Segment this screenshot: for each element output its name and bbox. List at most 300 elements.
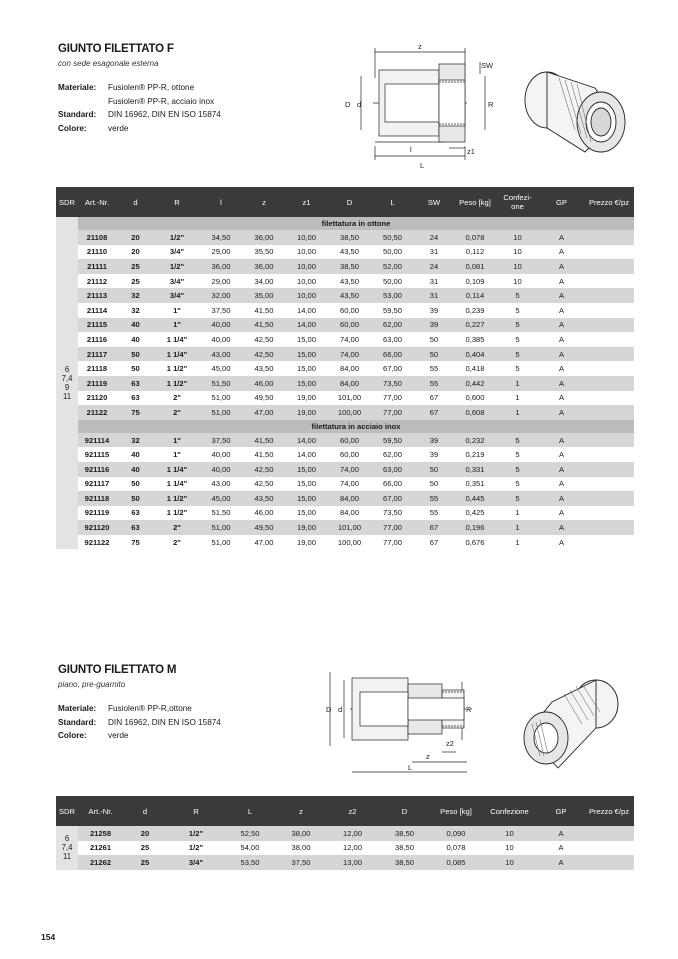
table1-cell: 5 (496, 318, 539, 333)
table1-cell: 0,418 (454, 361, 496, 376)
table1-cell: 21115 (78, 318, 116, 333)
table1-cell: 40,00 (199, 462, 243, 477)
table1-cell: 0,109 (454, 274, 496, 289)
dim-d-label-m: d (338, 705, 343, 714)
table1-row (56, 433, 634, 448)
table1-cell: 60,00 (328, 303, 371, 318)
table1-cell: 43,50 (328, 288, 371, 303)
table1-cell: 21120 (78, 391, 116, 406)
table1-cell: A (539, 318, 584, 333)
table1-cell: 32 (116, 288, 155, 303)
table1-cell: 10,00 (285, 288, 328, 303)
table2-cell: 38,50 (378, 841, 431, 856)
table2-column-header: GP (538, 796, 584, 826)
table1-cell: 3/4" (155, 245, 199, 260)
table1-cell: 43,50 (243, 491, 285, 506)
table2-column-header: Peso [kg] (431, 796, 481, 826)
section1-product-image (515, 60, 635, 170)
table1-cell: 46,00 (243, 376, 285, 391)
table1-cell: 36,00 (199, 259, 243, 274)
table2-cell: 52,50 (225, 826, 275, 841)
section2-product-image (512, 672, 632, 782)
table1-cell: 0,600 (454, 391, 496, 406)
table1-cell: 40,00 (199, 332, 243, 347)
dim-z-label-m: z (426, 752, 430, 761)
table1-cell (584, 433, 634, 448)
table1-cell: 50 (414, 462, 454, 477)
table1-cell: 63 (116, 520, 155, 535)
section1-spec-label: Colore: (58, 123, 87, 133)
table1-cell: 39 (414, 447, 454, 462)
table1-cell: A (539, 433, 584, 448)
table1-cell: 10,00 (285, 245, 328, 260)
table1-cell: 45,00 (199, 491, 243, 506)
table1-cell: 0,445 (454, 491, 496, 506)
table1-row (56, 391, 634, 406)
table1-cell: 63 (116, 391, 155, 406)
table1-cell: 45,00 (199, 361, 243, 376)
section2-table (56, 796, 634, 870)
table1-cell (584, 376, 634, 391)
table1-cell: A (539, 462, 584, 477)
table1-cell: 35,50 (243, 245, 285, 260)
table1-cell: 15,00 (285, 462, 328, 477)
table1-cell: 73,50 (371, 506, 414, 521)
table2-column-header: d (123, 796, 167, 826)
table1-cell: 3/4" (155, 274, 199, 289)
table1-cell: 921119 (78, 506, 116, 521)
table1-cell: 0,239 (454, 303, 496, 318)
table2-cell: 20 (123, 826, 167, 841)
table1-cell: 1 (496, 506, 539, 521)
table1-cell: 50 (116, 477, 155, 492)
section2-specs (58, 702, 221, 743)
table1-cell (584, 245, 634, 260)
table1-cell: 921114 (78, 433, 116, 448)
table1-cell: 67 (414, 405, 454, 420)
table1-cell (584, 318, 634, 333)
table1-cell: 921117 (78, 477, 116, 492)
table1-column-header: d (116, 187, 155, 217)
table1-cell: 1" (155, 433, 199, 448)
table1-cell: 53,00 (371, 288, 414, 303)
table2-cell: 37,50 (275, 855, 327, 870)
table1-cell: A (539, 405, 584, 420)
table1-row (56, 288, 634, 303)
table1-cell: A (539, 230, 584, 245)
table1-cell: 5 (496, 491, 539, 506)
section1-spec-value: DIN 16962, DIN EN ISO 15874 (108, 110, 221, 120)
table1-cell: 84,00 (328, 491, 371, 506)
table1-cell: 84,00 (328, 506, 371, 521)
table1-cell (584, 462, 634, 477)
table2-column-header: z (275, 796, 327, 826)
table1-cell: 0,227 (454, 318, 496, 333)
table1-cell: 50 (414, 347, 454, 362)
table1-cell: 50,00 (371, 274, 414, 289)
section2-spec-value: verde (108, 731, 129, 741)
table1-cell: 38,50 (328, 259, 371, 274)
table1-cell: 60,00 (328, 447, 371, 462)
table1-cell: 77,00 (371, 391, 414, 406)
table1-cell: 14,00 (285, 447, 328, 462)
table1-cell: 50,50 (371, 230, 414, 245)
table1-cell: 63,00 (371, 332, 414, 347)
table1-column-header: z (243, 187, 285, 217)
table1-cell (584, 477, 634, 492)
table1-cell: 50 (116, 361, 155, 376)
section2-spec-value: DIN 16962, DIN EN ISO 15874 (108, 717, 221, 727)
section1-title: GIUNTO FILETTATO F (58, 43, 174, 55)
table1-cell (584, 332, 634, 347)
table1-cell: 39 (414, 318, 454, 333)
table1-cell: 84,00 (328, 361, 371, 376)
table1-cell: 36,00 (243, 259, 285, 274)
table1-cell: 31 (414, 288, 454, 303)
table2-cell: A (538, 841, 584, 856)
table1-cell: 63 (116, 376, 155, 391)
table1-cell: 42,50 (243, 462, 285, 477)
table1-cell: 19,00 (285, 535, 328, 550)
table1-cell: 20 (116, 230, 155, 245)
table1-cell: 21117 (78, 347, 116, 362)
table1-cell: 36,00 (243, 230, 285, 245)
table2-column-header: Art.-Nr. (78, 796, 123, 826)
table1-cell: A (539, 361, 584, 376)
table2-cell: 1/2" (167, 841, 225, 856)
table1-cell: 921115 (78, 447, 116, 462)
table1-cell: 14,00 (285, 303, 328, 318)
section1-spec-row (58, 108, 221, 122)
table2-cell: 54,00 (225, 841, 275, 856)
table2-cell: 0,090 (431, 826, 481, 841)
table1-row (56, 535, 634, 550)
table1-cell: 1 (496, 391, 539, 406)
table1-cell: 77,00 (371, 520, 414, 535)
table1-column-header: R (155, 187, 199, 217)
table1-cell: 49,50 (243, 520, 285, 535)
table1-cell: A (539, 288, 584, 303)
table1-cell: 51,00 (199, 391, 243, 406)
table1-row (56, 230, 634, 245)
table1-cell: 0,425 (454, 506, 496, 521)
section1-spec-label (58, 95, 108, 109)
table1-cell: 51,00 (199, 405, 243, 420)
table2-cell: 12,00 (327, 841, 378, 856)
table1-cell: 77,00 (371, 405, 414, 420)
table1-cell: 14,00 (285, 318, 328, 333)
dim-R-label-m: R (466, 705, 472, 714)
table1-cell: 100,00 (328, 535, 371, 550)
table1-cell: 10 (496, 230, 539, 245)
table1-row (56, 462, 634, 477)
table1-cell: 1 1/2" (155, 361, 199, 376)
table1-row (56, 332, 634, 347)
dim-sw-label: SW (481, 61, 494, 70)
table1-cell: 0,196 (454, 520, 496, 535)
table1-cell: 1 (496, 520, 539, 535)
section1-table (56, 187, 634, 549)
table2-cell (584, 826, 634, 841)
table1-cell: A (539, 391, 584, 406)
table2-cell: 21258 (78, 826, 123, 841)
table1-cell: 1 1/4" (155, 332, 199, 347)
table1-column-header: Peso [kg] (454, 187, 496, 217)
table1-cell (584, 274, 634, 289)
table1-cell: 31 (414, 274, 454, 289)
table1-cell: 42,50 (243, 347, 285, 362)
table2-column-header: Prezzo €/pz (584, 796, 634, 826)
table1-cell: 74,00 (328, 462, 371, 477)
table2-cell: A (538, 826, 584, 841)
section2-spec-value: Fusiolen® PP-R,ottone (108, 704, 192, 713)
table1-cell: 1 1/2" (155, 376, 199, 391)
table1-cell: 41,50 (243, 303, 285, 318)
table1-cell: 20 (116, 245, 155, 260)
table1-sdr-cell: 6 7,4 9 11 (56, 217, 78, 549)
section1-spec-label: Materiale: (58, 83, 97, 92)
section2-spec-row (58, 702, 221, 716)
table1-cell: 32,00 (199, 288, 243, 303)
table1-cell: A (539, 259, 584, 274)
table1-cell: 75 (116, 535, 155, 550)
table1-cell: 73,50 (371, 376, 414, 391)
table1-cell: 2" (155, 535, 199, 550)
table1-row (56, 274, 634, 289)
table1-row (56, 318, 634, 333)
table1-cell: 41,50 (243, 447, 285, 462)
table1-cell: 0,385 (454, 332, 496, 347)
table1-cell: 43,50 (328, 274, 371, 289)
table2-cell: 0,085 (431, 855, 481, 870)
section2-spec-label: Materiale: (58, 704, 97, 713)
table1-cell: 84,00 (328, 376, 371, 391)
table1-cell: 101,00 (328, 520, 371, 535)
table1-cell: A (539, 376, 584, 391)
table1-cell: 1/2" (155, 259, 199, 274)
table1-cell: 67 (414, 520, 454, 535)
table1-row (56, 477, 634, 492)
dim-z-label: z (418, 42, 422, 51)
table1-row (56, 361, 634, 376)
section1-spec-value: verde (108, 123, 129, 133)
table1-cell: 77,00 (371, 535, 414, 550)
table1-cell: 21111 (78, 259, 116, 274)
table1-cell: 2" (155, 391, 199, 406)
table1-cell: 41,50 (243, 318, 285, 333)
table1-cell: 47,00 (243, 535, 285, 550)
table1-cell: 43,00 (199, 477, 243, 492)
table1-cell: 921118 (78, 491, 116, 506)
table1-cell: 24 (414, 259, 454, 274)
table1-cell: 40 (116, 447, 155, 462)
section1-spec-value: Fusiolen® PP-R, ottone (108, 83, 195, 92)
table1-cell (584, 303, 634, 318)
table1-cell: 5 (496, 288, 539, 303)
table1-cell: 2" (155, 520, 199, 535)
section2-spec-label: Standard: (58, 717, 97, 727)
table2-cell: 12,00 (327, 826, 378, 841)
page-number: 154 (41, 932, 56, 942)
table1-cell: 60,00 (328, 433, 371, 448)
table1-cell: 59,50 (371, 433, 414, 448)
table1-cell: 3/4" (155, 288, 199, 303)
table2-column-header: SDR (56, 796, 78, 826)
table1-cell: 24 (414, 230, 454, 245)
table2-column-header: Confezione (481, 796, 538, 826)
table1-cell: 37,50 (199, 433, 243, 448)
table2-column-header: D (378, 796, 431, 826)
table2-cell: 38,00 (275, 826, 327, 841)
table2-cell: 38,00 (275, 841, 327, 856)
table2-sdr-cell: 6 7,4 11 (56, 826, 78, 870)
table1-cell: 47,00 (243, 405, 285, 420)
table2-row (56, 855, 634, 870)
table1-cell: 15,00 (285, 506, 328, 521)
table1-cell: A (539, 506, 584, 521)
dim-d-label: d (357, 100, 362, 109)
table1-cell: A (539, 303, 584, 318)
table1-cell: A (539, 477, 584, 492)
table1-cell: 67 (414, 391, 454, 406)
table1-cell: A (539, 447, 584, 462)
table1-cell: 50 (414, 477, 454, 492)
dim-z2-label-m: z2 (446, 739, 454, 748)
table1-cell: 15,00 (285, 332, 328, 347)
table1-cell: 66,00 (371, 477, 414, 492)
table1-cell: 5 (496, 462, 539, 477)
table1-cell (584, 347, 634, 362)
table2-cell: 0,078 (431, 841, 481, 856)
table1-cell (584, 391, 634, 406)
section2-subtitle: piano, pre-guarnito (58, 680, 126, 689)
table1-cell: 66,00 (371, 347, 414, 362)
table1-cell: 1 (496, 376, 539, 391)
section1-spec-row (58, 81, 221, 95)
table2-cell: 10 (481, 841, 538, 856)
table1-cell: 29,00 (199, 274, 243, 289)
section1-spec-value: Fusiolen® PP-R, acciaio inox (108, 96, 215, 106)
table2-cell: A (538, 855, 584, 870)
table1-cell: 25 (116, 259, 155, 274)
table1-cell: A (539, 535, 584, 550)
table1-cell: 10 (496, 259, 539, 274)
table1-cell: 921116 (78, 462, 116, 477)
table1-cell: 21122 (78, 405, 116, 420)
table2-row (56, 841, 634, 856)
table1-cell: 5 (496, 447, 539, 462)
table1-cell: 10,00 (285, 274, 328, 289)
section1-technical-drawing (335, 38, 505, 178)
section1-subtitle: con sede esagonale esterna (58, 59, 159, 68)
table1-cell: 921122 (78, 535, 116, 550)
section2-spec-row (58, 729, 221, 743)
section2-technical-drawing (322, 666, 482, 781)
table1-cell: 1" (155, 303, 199, 318)
table1-cell: 35,00 (243, 288, 285, 303)
table1-cell: 50 (116, 491, 155, 506)
table1-cell: 5 (496, 347, 539, 362)
table1-group-title: filettatura in ottone (78, 217, 634, 230)
table1-group-header (56, 217, 634, 230)
table1-cell: 51,00 (199, 520, 243, 535)
table1-cell: 39 (414, 433, 454, 448)
table1-cell: 21112 (78, 274, 116, 289)
table1-cell: 1 1/4" (155, 462, 199, 477)
table1-cell: A (539, 274, 584, 289)
table2-row (56, 826, 634, 841)
table1-cell: 59,50 (371, 303, 414, 318)
table1-cell: 5 (496, 332, 539, 347)
table1-column-header: Confezi- one (496, 187, 539, 217)
table1-cell: 0,442 (454, 376, 496, 391)
table1-cell: 42,50 (243, 332, 285, 347)
section1-spec-row (58, 122, 221, 136)
table1-cell: 100,00 (328, 405, 371, 420)
table1-cell: 43,50 (328, 245, 371, 260)
table1-cell: 0,351 (454, 477, 496, 492)
table2-cell: 13,00 (327, 855, 378, 870)
dim-z1-label: z1 (467, 147, 475, 156)
table1-cell: 0,112 (454, 245, 496, 260)
table1-cell: 55 (414, 376, 454, 391)
table1-cell: A (539, 347, 584, 362)
table1-cell: 15,00 (285, 361, 328, 376)
table1-cell: 42,50 (243, 477, 285, 492)
table1-row (56, 303, 634, 318)
table1-cell: 19,00 (285, 405, 328, 420)
table1-cell: 1 1/2" (155, 506, 199, 521)
table1-cell: 55 (414, 506, 454, 521)
table1-cell: 0,078 (454, 230, 496, 245)
table1-cell: 2" (155, 405, 199, 420)
table1-cell: 25 (116, 274, 155, 289)
table1-cell: 0,114 (454, 288, 496, 303)
table1-cell: 74,00 (328, 347, 371, 362)
table2-cell: 38,50 (378, 826, 431, 841)
table1-cell (584, 361, 634, 376)
dim-l-label: l (410, 145, 412, 154)
table1-cell: 32 (116, 433, 155, 448)
table1-cell: 5 (496, 361, 539, 376)
table1-cell: 62,00 (371, 318, 414, 333)
table1-cell (584, 288, 634, 303)
table1-column-header: L (371, 187, 414, 217)
dim-D-label-m: D (326, 705, 332, 714)
table1-column-header: Prezzo €/pz (584, 187, 634, 217)
table1-cell: 50 (414, 332, 454, 347)
table1-cell: 62,00 (371, 447, 414, 462)
section2-title: GIUNTO FILETTATO M (58, 664, 177, 676)
dim-L-label: L (420, 161, 425, 170)
section1-spec-label: Standard: (58, 110, 97, 120)
table1-cell: 10,00 (285, 259, 328, 274)
table1-cell: 37,50 (199, 303, 243, 318)
table1-cell: A (539, 245, 584, 260)
table1-cell: 15,00 (285, 376, 328, 391)
table2-cell: 10 (481, 826, 538, 841)
table1-cell (584, 230, 634, 245)
table1-cell: 43,00 (199, 347, 243, 362)
table1-column-header: GP (539, 187, 584, 217)
table1-cell: 75 (116, 405, 155, 420)
table1-cell: 38,50 (328, 230, 371, 245)
table1-cell: 32 (116, 303, 155, 318)
table2-cell: 21262 (78, 855, 123, 870)
section2-spec-row (58, 716, 221, 730)
table1-cell (584, 506, 634, 521)
table1-cell: 46,00 (243, 506, 285, 521)
